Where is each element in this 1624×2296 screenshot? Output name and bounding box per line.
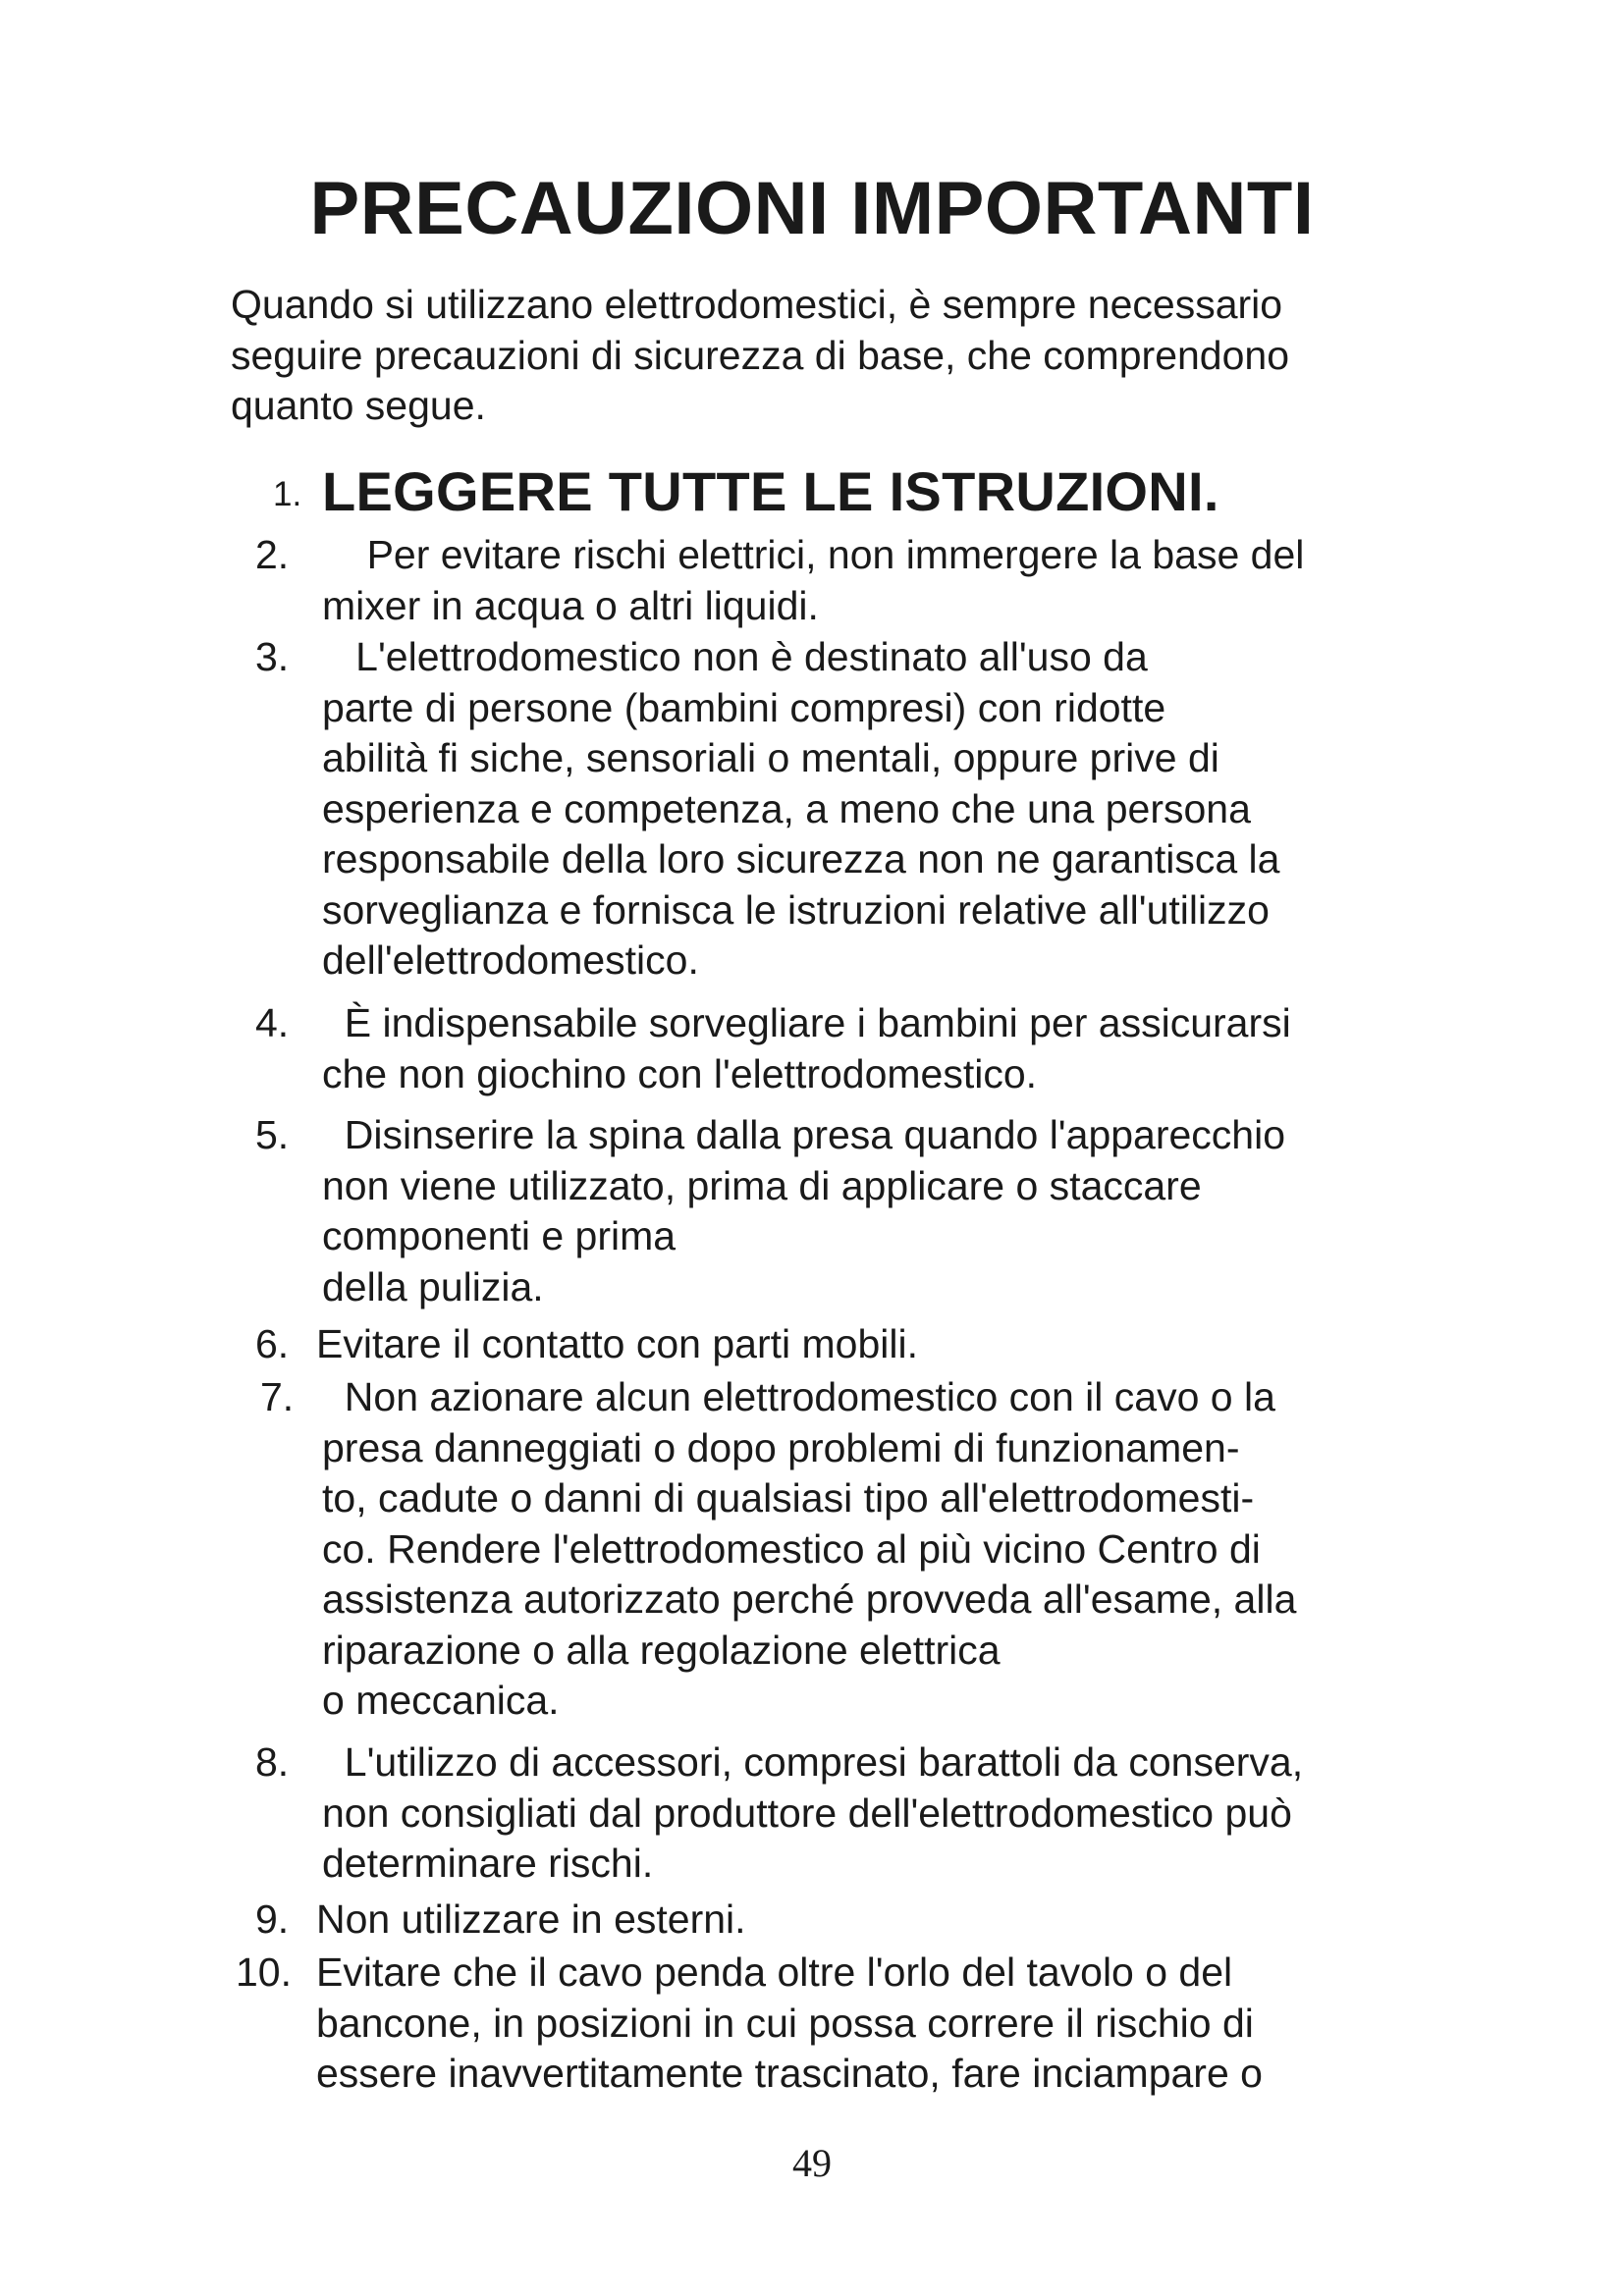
item-line: determinare rischi.: [322, 1841, 654, 1886]
item-number: 6.: [255, 1321, 290, 1366]
item-line: È indispensabile sorvegliare i bambini per assicurarsi: [322, 1000, 1291, 1045]
item-line: presa danneggiati o dopo problemi di funzionamen-: [322, 1424, 1240, 1470]
item-line: assistenza autorizzato perché provveda all'esame, alla: [322, 1576, 1297, 1622]
item-line: bancone, in posizioni in cui possa correre il rischio di: [316, 2000, 1254, 2046]
item-text: [322, 1737, 1451, 1890]
intro-line: seguire precauzioni di sicurezza di base, che comprendono: [231, 332, 1290, 378]
item-text: [316, 1319, 1445, 1370]
item-line: non viene utilizzato, prima di applicare o staccare: [322, 1162, 1202, 1208]
item-line: o meccanica.: [322, 1678, 560, 1723]
item-number: 1.: [273, 475, 302, 513]
page-title: PRECAUZIONI IMPORTANTI: [309, 167, 1315, 250]
item-line: abilità fi siche, sensoriali o mentali, oppure prive di: [322, 735, 1219, 780]
item-line: sorveglianza e fornisca le istruzioni relative all'utilizzo: [322, 886, 1270, 933]
item-line: non consigliati dal produttore dell'elettrodomestico può: [322, 1789, 1292, 1836]
item-line: LEGGERE TUTTE LE ISTRUZIONI.: [322, 460, 1219, 522]
item-text: [322, 459, 1451, 524]
item-number: 4.: [255, 1000, 290, 1045]
item-line: Disinserire la spina dalla presa quando l'apparecchio: [322, 1112, 1286, 1157]
item-number: 7.: [260, 1374, 295, 1419]
item-text: [322, 632, 1451, 987]
item-line: Non utilizzare in esterni.: [316, 1896, 746, 1942]
item-line: co. Rendere l'elettrodomestico al più vicino Centro di: [322, 1525, 1261, 1572]
item-text: [322, 530, 1451, 631]
item-number: 5.: [255, 1112, 290, 1157]
item-number: 10.: [236, 1949, 292, 1995]
item-number: 9.: [255, 1896, 290, 1942]
item-line: L'elettrodomestico non è destinato all'uso da: [322, 634, 1148, 679]
item-number: 2.: [255, 532, 290, 577]
page-number: 49: [792, 2141, 832, 2185]
item-line: Evitare il contatto con parti mobili.: [316, 1321, 918, 1366]
item-line: riparazione o alla regolazione elettrica: [322, 1627, 1001, 1673]
item-line: componenti e prima: [322, 1213, 677, 1258]
item-text: [316, 1948, 1445, 2100]
intro-line: Quando si utilizzano elettrodomestici, è sempre necessario: [231, 282, 1283, 327]
item-number: 3.: [255, 634, 290, 679]
item-line: to, cadute o danni di qualsiasi tipo all'elettrodomesti-: [322, 1475, 1255, 1521]
item-line: Non azionare alcun elettrodomestico con il cavo o la: [322, 1374, 1275, 1419]
item-line: Per evitare rischi elettrici, non immergere la base del: [322, 532, 1305, 577]
item-line: L'utilizzo di accessori, compresi barattoli da conserva,: [322, 1739, 1304, 1785]
item-line: esperienza e competenza, a meno che una persona: [322, 785, 1251, 831]
intro-line: quanto segue.: [231, 383, 486, 428]
item-line: parte di persone (bambini compresi) con ridotte: [322, 684, 1166, 730]
item-number: 8.: [255, 1739, 290, 1785]
item-line: dell'elettrodomestico.: [322, 937, 699, 983]
item-line: Evitare che il cavo penda oltre l'orlo del tavolo o del: [316, 1949, 1233, 1995]
item-text: [316, 1895, 1445, 1946]
item-line: mixer in acqua o altri liquidi.: [322, 582, 819, 628]
item-line: della pulizia.: [322, 1263, 544, 1309]
item-text: [322, 1110, 1451, 1312]
item-line: responsabile della loro sicurezza non ne garantisca la: [322, 836, 1280, 881]
item-text: [322, 1372, 1451, 1727]
item-line: che non giochino con l'elettrodomestico.: [322, 1050, 1038, 1096]
item-text: [322, 998, 1451, 1099]
item-line: essere inavvertitamente trascinato, fare inciampare o: [316, 2051, 1263, 2096]
